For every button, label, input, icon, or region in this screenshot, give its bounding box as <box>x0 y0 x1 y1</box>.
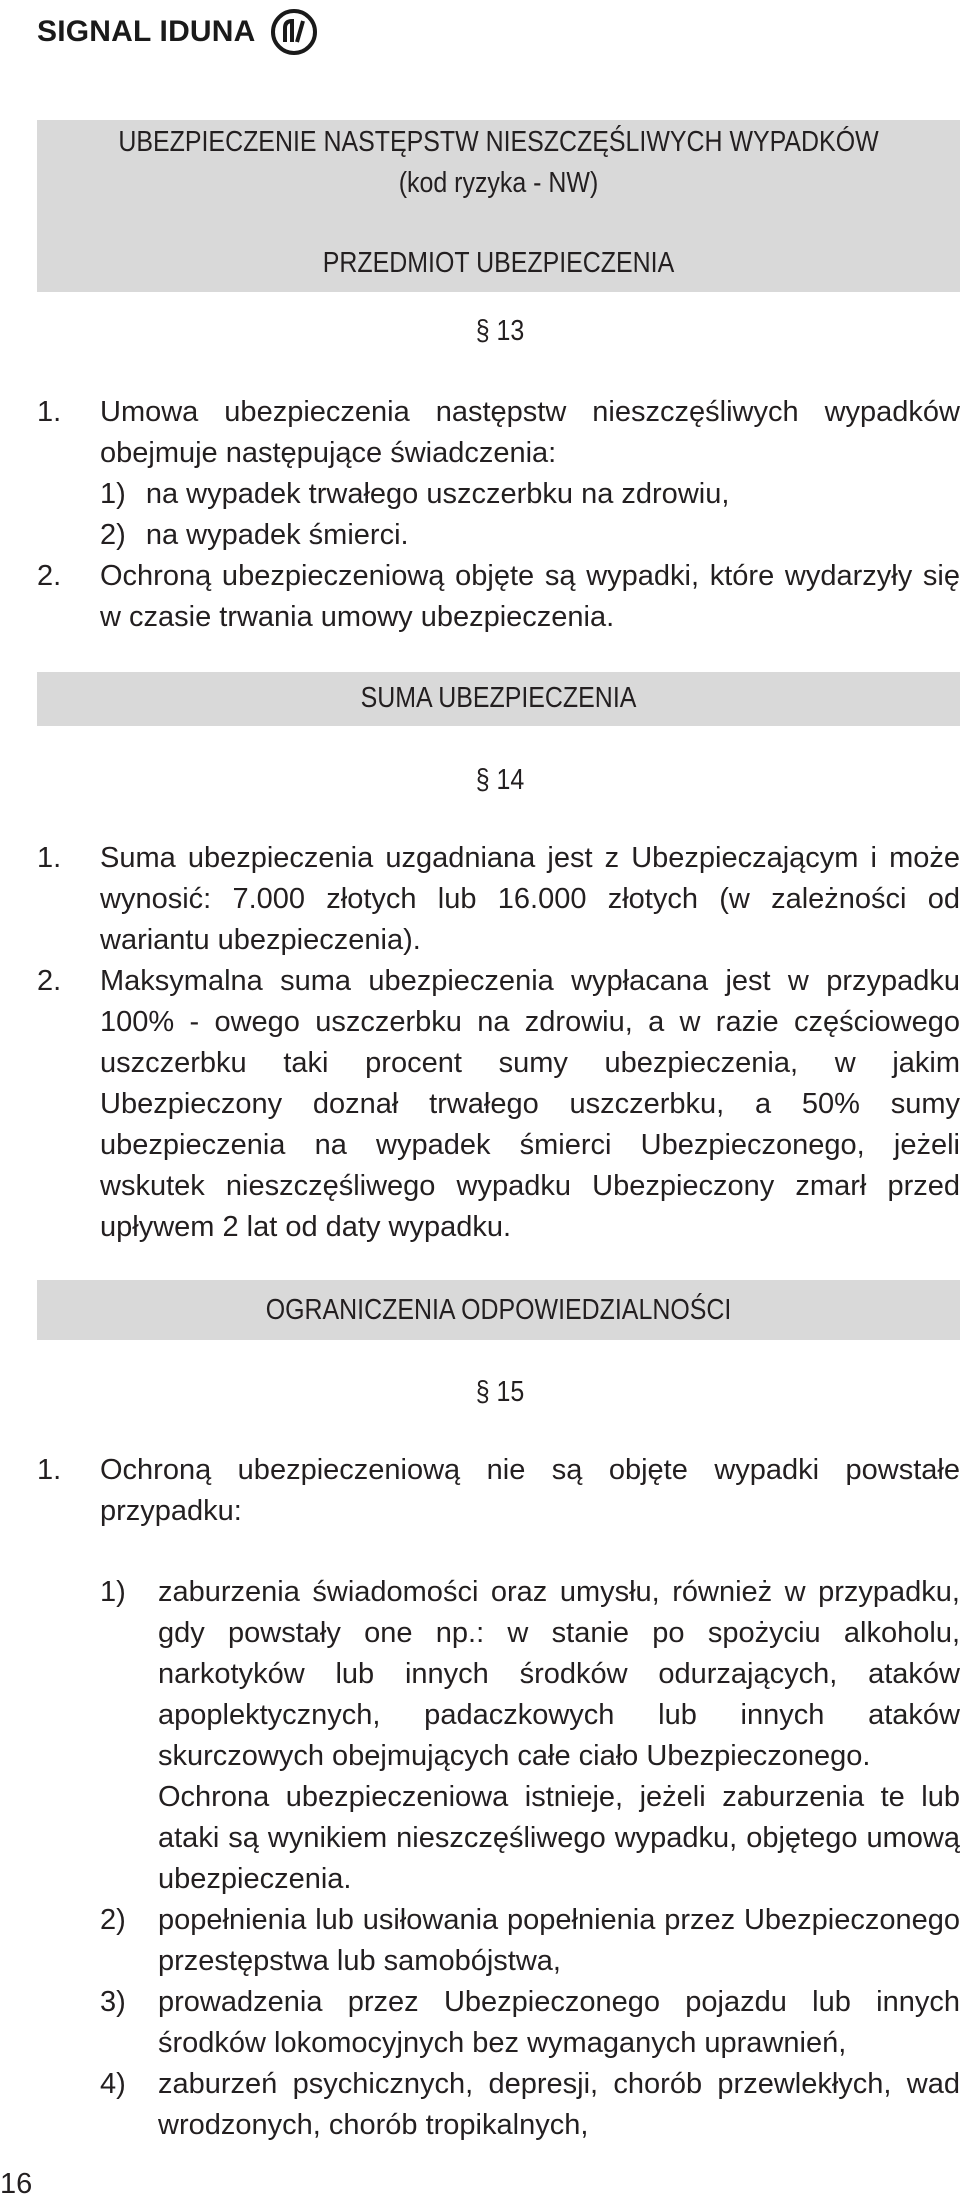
sub-item-number: 1) <box>100 1576 126 1608</box>
sub-item <box>100 1572 960 1900</box>
list-item <box>37 474 960 556</box>
section-title-limits: OGRANICZENIA ODPOWIEDZIALNOŚCI <box>265 1294 732 1326</box>
sub-item-number: 1) <box>100 478 126 510</box>
sub-item-text: zaburzenia świadomości oraz umysłu, również w przypadku, gdy powstały one np.: w stanie po spożyciu alkoholu, narkotyków lub innych środków odurzających, ataków apoplektycznych, padaczkowych lub innych ataków skurczowych obejmujących całe ciało Ubezpieczonego. <box>158 1576 960 1772</box>
sub-item <box>100 1900 960 1982</box>
item-number: 2. <box>37 965 62 997</box>
risk-code: (kod ryzyka - NW) <box>398 167 599 199</box>
page-number: 16 <box>0 2168 33 2200</box>
item-text: Maksymalna suma ubezpieczenia wypłacana jest w przypadku 100% - owego uszczerbku na zdrowiu, a w razie częściowego uszczerbku taki procent sumy ubezpieczenia, w jakim Ubezpieczony doznał trwałego uszczerbku, a 50% sumy ubezpieczenia na wypadek śmierci Ubezpieczonego, jeżeli wskutek nieszczęśliwego wypadku Ubezpieczony zmarł przed upływem 2 lat od daty wypadku. <box>100 965 960 1243</box>
brand-name: SIGNAL IDUNA <box>37 15 256 48</box>
sub-item <box>100 2064 960 2146</box>
item-text: Umowa ubezpieczenia następstw nieszczęśliwych wypadków obejmuje następujące świadczenia: <box>100 396 960 469</box>
paragraph-mark-15: § 15 <box>475 1376 525 1408</box>
list-item <box>37 1450 960 1532</box>
item-number: 1. <box>37 396 62 428</box>
sub-item-text: zaburzeń psychicznych, depresji, chorób przewlekłych, wad wrodzonych, chorób tropikalnych, <box>158 2068 960 2141</box>
document-title: UBEZPIECZENIE NASTĘPSTW NIESZCZĘŚLIWYCH WYPADKÓW <box>118 126 879 158</box>
section-14-body <box>37 838 960 1248</box>
paragraph-mark-13: § 13 <box>475 315 525 347</box>
list-item <box>37 961 960 1248</box>
item-number: 1. <box>37 1454 62 1486</box>
sub-item-text: popełnienia lub usiłowania popełnienia przez Ubezpieczonego przestępstwa lub samobójstwa, <box>158 1904 960 1977</box>
section-title-sum: SUMA UBEZPIECZENIA <box>360 682 637 714</box>
sub-item-number: 2) <box>100 1904 126 1936</box>
item-number: 1. <box>37 842 62 874</box>
sub-item-text: na wypadek śmierci. <box>145 519 409 551</box>
sub-item-text: prowadzenia przez Ubezpieczonego pojazdu lub innych środków lokomocyjnych bez wymaganych uprawnień, <box>158 1986 960 2059</box>
sub-item-extra-text: Ochrona ubezpieczeniowa istnieje, jeżeli zaburzenia te lub ataki są wynikiem nieszczęśliwego wypadku, objętego umową ubezpieczenia. <box>158 1781 960 1895</box>
sub-item-number: 4) <box>100 2068 126 2100</box>
sub-item-number: 2) <box>100 519 126 551</box>
section-15-body <box>37 1450 960 2146</box>
brand-logo <box>37 6 318 58</box>
section-13-body <box>37 392 960 638</box>
item-number: 2. <box>37 560 62 592</box>
paragraph-mark-14: § 14 <box>475 764 525 796</box>
sub-item <box>100 1982 960 2064</box>
sub-item-number: 3) <box>100 1986 126 2018</box>
section-title-subject: PRZEDMIOT UBEZPIECZENIA <box>322 247 675 279</box>
item-text: Suma ubezpieczenia uzgadniana jest z Ubezpieczającym i może wynosić: 7.000 złotych lub 16.000 złotych (w zależności od wariantu ubezpieczenia). <box>100 842 960 956</box>
sub-item <box>100 515 960 556</box>
list-item <box>37 1572 960 2146</box>
item-text: Ochroną ubezpieczeniową objęte są wypadki, które wydarzyły się w czasie trwania umowy ubezpieczenia. <box>100 560 960 633</box>
item-text: Ochroną ubezpieczeniową nie są objęte wypadki powstałe przypadku: <box>100 1454 960 1527</box>
sub-item-text: na wypadek trwałego uszczerbku na zdrowiu, <box>145 478 730 510</box>
list-item <box>37 838 960 961</box>
list-item <box>37 556 960 638</box>
list-item <box>37 392 960 474</box>
signal-iduna-logo-icon <box>270 8 318 56</box>
sub-item <box>100 474 960 515</box>
